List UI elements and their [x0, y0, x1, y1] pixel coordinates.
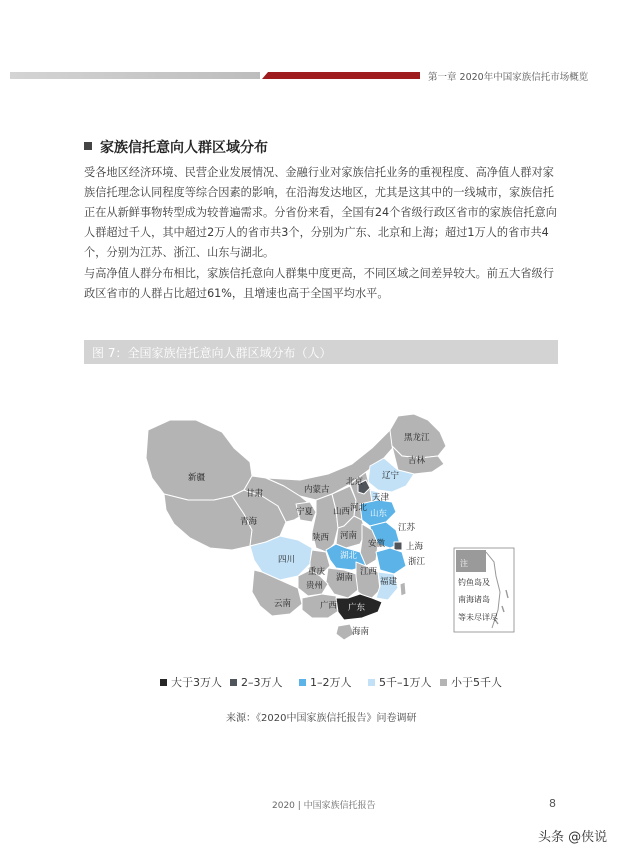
- legend-label-c2: 2–3万人: [241, 676, 283, 689]
- label-xinjiang: 新疆: [188, 473, 206, 483]
- label-shandong: 山东: [370, 509, 388, 519]
- legend-item-c5: [440, 674, 502, 690]
- section-title-text: 家族信托意向人群区域分布: [100, 140, 268, 156]
- label-anhui: 安徽: [368, 539, 386, 549]
- chapter-header: 第一章 2020年中国家族信托市场概览: [428, 72, 589, 83]
- legend-label-c5: 小于5千人: [451, 676, 502, 689]
- legend-swatch-c3: [299, 679, 306, 686]
- paragraph-1: 受各地区经济环境、民营企业发展情况、金融行业对家族信托业务的重视程度、高净值人群对家族信托理念认同程度等综合因素的影响，在沿海发达地区，尤其是这其中的一线城市，家族信托正在从新鲜事物转型成为较普遍需求。分省份来看，全国有24个省级行政区省市的家族信托意向人群超过千人，其中超过2万人的省市共3个，分别为广东、北京和上海；超过1万人的省市共4个，分别为江苏、浙江、山东与湖北。: [84, 166, 557, 259]
- label-liaoning: 辽宁: [382, 471, 400, 481]
- map-legend: [160, 674, 560, 690]
- label-jiangsu: 江苏: [398, 523, 416, 533]
- legend-swatch-c5: [440, 679, 447, 686]
- label-henan: 河南: [340, 531, 358, 541]
- label-ningxia: 宁夏: [296, 507, 314, 517]
- label-zhejiang: 浙江: [408, 557, 426, 567]
- map-inset: [454, 548, 514, 632]
- label-shanghai: 上海: [406, 542, 424, 552]
- inset-islands-text: 钓鱼岛及: [458, 578, 490, 587]
- label-sichuan: 四川: [278, 555, 296, 565]
- figure-title: 图 7：全国家族信托意向人群区域分布（人）: [92, 346, 332, 360]
- watermark: 头条 @侠说: [538, 830, 608, 845]
- label-shaanxi: 陕西: [312, 533, 330, 543]
- inset-nanhai-text: 南海诸岛: [458, 595, 490, 604]
- inset-note-label: 注: [460, 559, 468, 568]
- label-jilin: 吉林: [408, 456, 426, 466]
- label-hubei: 湖北: [340, 551, 358, 561]
- legend-swatch-c2: [230, 679, 237, 686]
- province-shanghai: [394, 542, 402, 550]
- label-qinghai: 青海: [240, 517, 258, 527]
- legend-label-c3: 1–2万人: [310, 676, 352, 689]
- label-beijing: 北京: [346, 477, 364, 487]
- label-heilongjiang: 黑龙江: [404, 433, 430, 443]
- label-shanxi: 山西: [333, 507, 351, 517]
- legend-item-c4: [368, 674, 432, 690]
- label-chongqing: 重庆: [308, 567, 326, 577]
- label-guangxi: 广西: [320, 601, 338, 611]
- legend-item-c1: [160, 674, 222, 690]
- legend-item-c2: [230, 674, 283, 690]
- label-jiangxi: 江西: [360, 567, 378, 577]
- inset-detail-text: 等未尽详尽: [458, 613, 498, 622]
- page-number: 8: [549, 797, 556, 810]
- taiwan: [400, 582, 406, 596]
- label-fujian: 福建: [380, 577, 398, 587]
- label-gansu: 甘肃: [246, 489, 264, 499]
- legend-label-c1: 大于3万人: [171, 676, 222, 689]
- label-neimenggu: 内蒙古: [304, 485, 330, 495]
- label-yunnan: 云南: [274, 599, 292, 609]
- label-hebei: 河北: [350, 503, 368, 513]
- label-hunan: 湖南: [336, 573, 354, 583]
- legend-swatch-c4: [368, 679, 375, 686]
- province-zhejiang: [376, 548, 406, 574]
- source-note: 来源：《2020中国家族信托报告》问卷调研: [226, 713, 417, 724]
- legend-swatch-c1: [160, 679, 167, 686]
- footer-text: 2020 | 中国家族信托报告: [272, 801, 376, 811]
- province-xinjiang: [146, 420, 252, 500]
- paragraph-2: 与高净值人群分布相比，家族信托意向人群集中度更高，不同区域之间差异较大。前五大省级行政区省市的人群占比超过61%，且增速也高于全国平均水平。: [84, 267, 554, 300]
- label-guangdong: 广东: [348, 603, 366, 613]
- legend-item-c3: [299, 674, 352, 690]
- label-hainan: 海南: [352, 627, 370, 637]
- label-guizhou: 贵州: [306, 581, 324, 591]
- legend-label-c4: 5千–1万人: [379, 676, 432, 689]
- label-tianjin: 天津: [372, 493, 390, 503]
